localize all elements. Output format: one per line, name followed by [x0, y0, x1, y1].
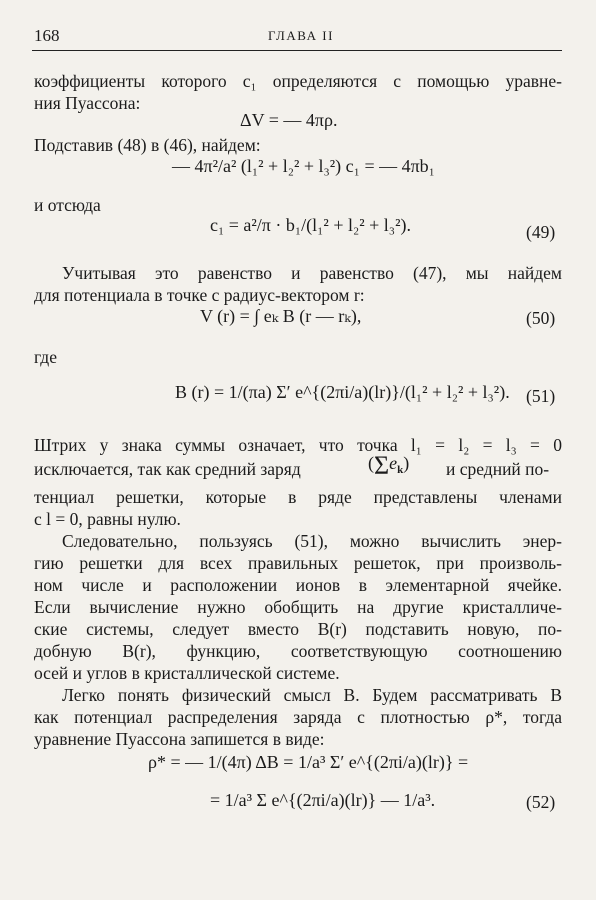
equation-49: c₁ = a²/π · b₁/(l₁² + l₂² + l₃²).: [210, 215, 411, 235]
text-line: и отсюда: [34, 195, 101, 215]
equation-number-50: (50): [526, 308, 556, 328]
text-line: для потенциала в точке с радиус-вектором r:: [34, 285, 365, 305]
text-line-part: исключается, так как средний заряд: [34, 459, 301, 479]
text-line: Учитывая это равенство и равенство (47), мы найдем: [62, 263, 562, 283]
equation-number-51: (51): [526, 386, 556, 406]
text-line: где: [34, 347, 57, 367]
equation-52-line2: = 1/a³ Σ e^{(2πi/a)(lr)} — 1/a³.: [210, 790, 436, 810]
equation-number-49: (49): [526, 222, 556, 242]
mean-charge-expression: $(\Sigma e_k)$: [368, 451, 410, 480]
text-line: Если вычисление нужно обобщить на другие кристалличе-: [34, 597, 562, 617]
text-line: осей и углов в кристаллической системе.: [34, 663, 340, 683]
text-line: коэффициенты которого c₁ определяются с помощью уравне-: [34, 71, 562, 91]
equation-46: — 4π²/a² (l₁² + l₂² + l₃²) c₁ = — 4πb₁: [172, 156, 435, 176]
text-line: тенциал решетки, которые в ряде представлены членами: [34, 487, 562, 507]
text-line: с l = 0, равны нулю.: [34, 509, 181, 529]
text-line: Следовательно, пользуясь (51), можно вычислить энер-: [62, 531, 562, 551]
equation-52-line1: ρ* = — 1/(4π) ΔB = 1/a³ Σ′ e^{(2πi/a)(lr)} =: [148, 752, 469, 772]
text-line: Штрих у знака суммы означает, что точка l₁ = l₂ = l₃ = 0: [34, 435, 562, 455]
equation-poisson: ΔV = — 4πρ.: [240, 110, 338, 130]
text-line: ния Пуассона:: [34, 93, 141, 113]
chapter-title: ГЛАВА II: [268, 28, 334, 43]
text-line: Подставив (48) в (46), найдем:: [34, 135, 261, 155]
equation-51: B (r) = 1/(πa) Σ′ e^{(2πi/a)(lr)}/(l₁² + l₂² + l₃²).: [175, 382, 510, 402]
text-line: уравнение Пуассона запишется в виде:: [34, 729, 325, 749]
text-line: добную B(r), функцию, соответствующую соотношению: [34, 641, 562, 661]
text-line: ном числе и расположении ионов в элементарной ячейке.: [34, 575, 562, 595]
text-line: как потенциал распределения заряда с плотностью ρ*, тогда: [34, 707, 562, 727]
text-line: Легко понять физический смысл B. Будем рассматривать B: [62, 685, 562, 705]
text-line-part: и средний по-: [446, 459, 550, 479]
header-rule: [32, 50, 562, 51]
equation-number-52: (52): [526, 792, 556, 812]
text-line: гию решетки для всех правильных решеток, при произволь-: [34, 553, 562, 573]
page-number: 168: [34, 26, 60, 45]
text-line: ские системы, следует вместо B(r) подставить новую, по-: [34, 619, 562, 639]
equation-50: V (r) = ∫ eₖ B (r — rₖ),: [200, 306, 362, 326]
